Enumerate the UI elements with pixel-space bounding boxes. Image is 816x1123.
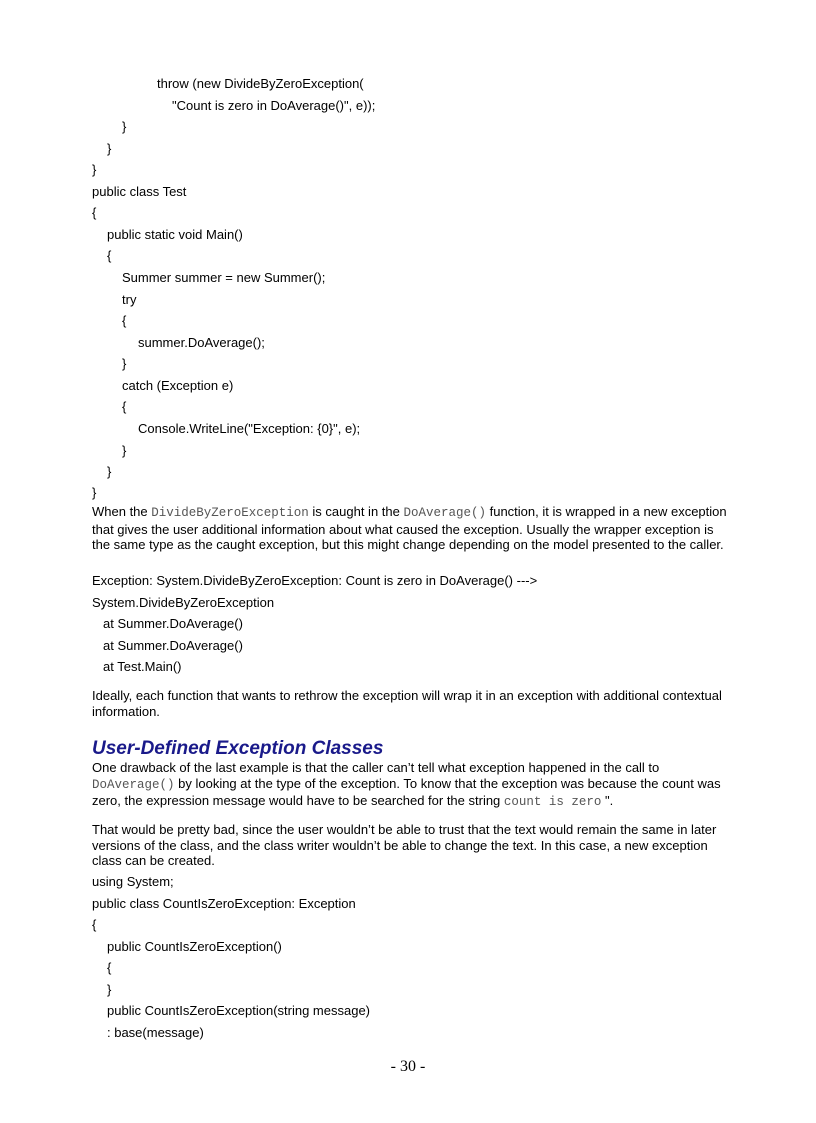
code-line: } [122,356,127,371]
inline-code: DoAverage() [92,777,175,792]
paragraph-bad: That would be pretty bad, since the user wouldn’t be able to trust that the text would remain the same in later versions of the class, and the class writer wouldn’t be able to change the text. In this case, a new exception class can be created. [92,822,717,868]
para-text: by looking at the type of the exception. To know that the exception was because the count was zero, the expression message would have to be searched for the string [92,775,721,808]
output-line: at Summer.DoAverage() [103,638,243,653]
paragraph-ideally: Ideally, each function that wants to rethrow the exception will wrap it in an exception with additional contextual information. [92,688,722,719]
code-line: { [107,960,112,975]
para-text: ". [601,793,614,808]
code-line: } [122,119,127,134]
output-line: Exception: System.DivideByZeroException: Count is zero in DoAverage() ---> [92,573,538,588]
code-line: } [107,464,112,479]
code-line: { [107,248,112,263]
code-line: public class Test [92,184,187,199]
code-line: : base(message) [107,1025,204,1040]
code-line: summer.DoAverage(); [138,335,265,350]
output-line: System.DivideByZeroException [92,595,275,610]
code-line: using System; [92,874,174,889]
para-text: When the [92,504,152,519]
code-line: { [92,917,97,932]
code-line: public class CountIsZeroException: Exception [92,896,356,911]
paragraph-drawback [92,760,732,811]
output-line: at Test.Main() [103,659,182,674]
inline-code: DoAverage() [403,506,486,520]
output-line: at Summer.DoAverage() [103,616,243,631]
section-heading: User-Defined Exception Classes [92,738,384,759]
para-text: is caught in the [308,504,404,519]
code-line: { [122,399,127,414]
code-line: } [107,982,112,997]
code-line: Console.WriteLine("Exception: {0}", e); [138,421,361,436]
code-line: try [122,292,137,307]
inline-code: DivideByZeroException [151,506,309,520]
code-line: } [107,141,112,156]
code-line: } [122,443,127,458]
code-line: } [92,485,97,500]
para-text: function, it is wrapped in a new exception that gives the user additional information about what caused the exception. Usually the wrapper exception is the same type as the caught exception, but this might change depending on the model presented to the caller. [92,504,727,552]
code-line: public static void Main() [107,227,243,242]
para-text: One drawback of the last example is that the caller can’t tell what exception happened in the call to [92,760,660,775]
code-line: "Count is zero in DoAverage()", e)); [172,98,376,113]
code-line: throw (new DivideByZeroException( [157,76,364,91]
code-line: public CountIsZeroException() [107,939,282,954]
code-line: Summer summer = new Summer(); [122,270,326,285]
code-line: public CountIsZeroException(string message) [107,1003,371,1018]
inline-code: count is zero [503,795,602,809]
code-line: { [122,313,127,328]
code-line: { [92,205,97,220]
code-line: catch (Exception e) [122,378,234,393]
page-number: - 30 - [390,1058,426,1075]
code-line: } [92,162,97,177]
paragraph-wrap-explanation [92,504,732,553]
